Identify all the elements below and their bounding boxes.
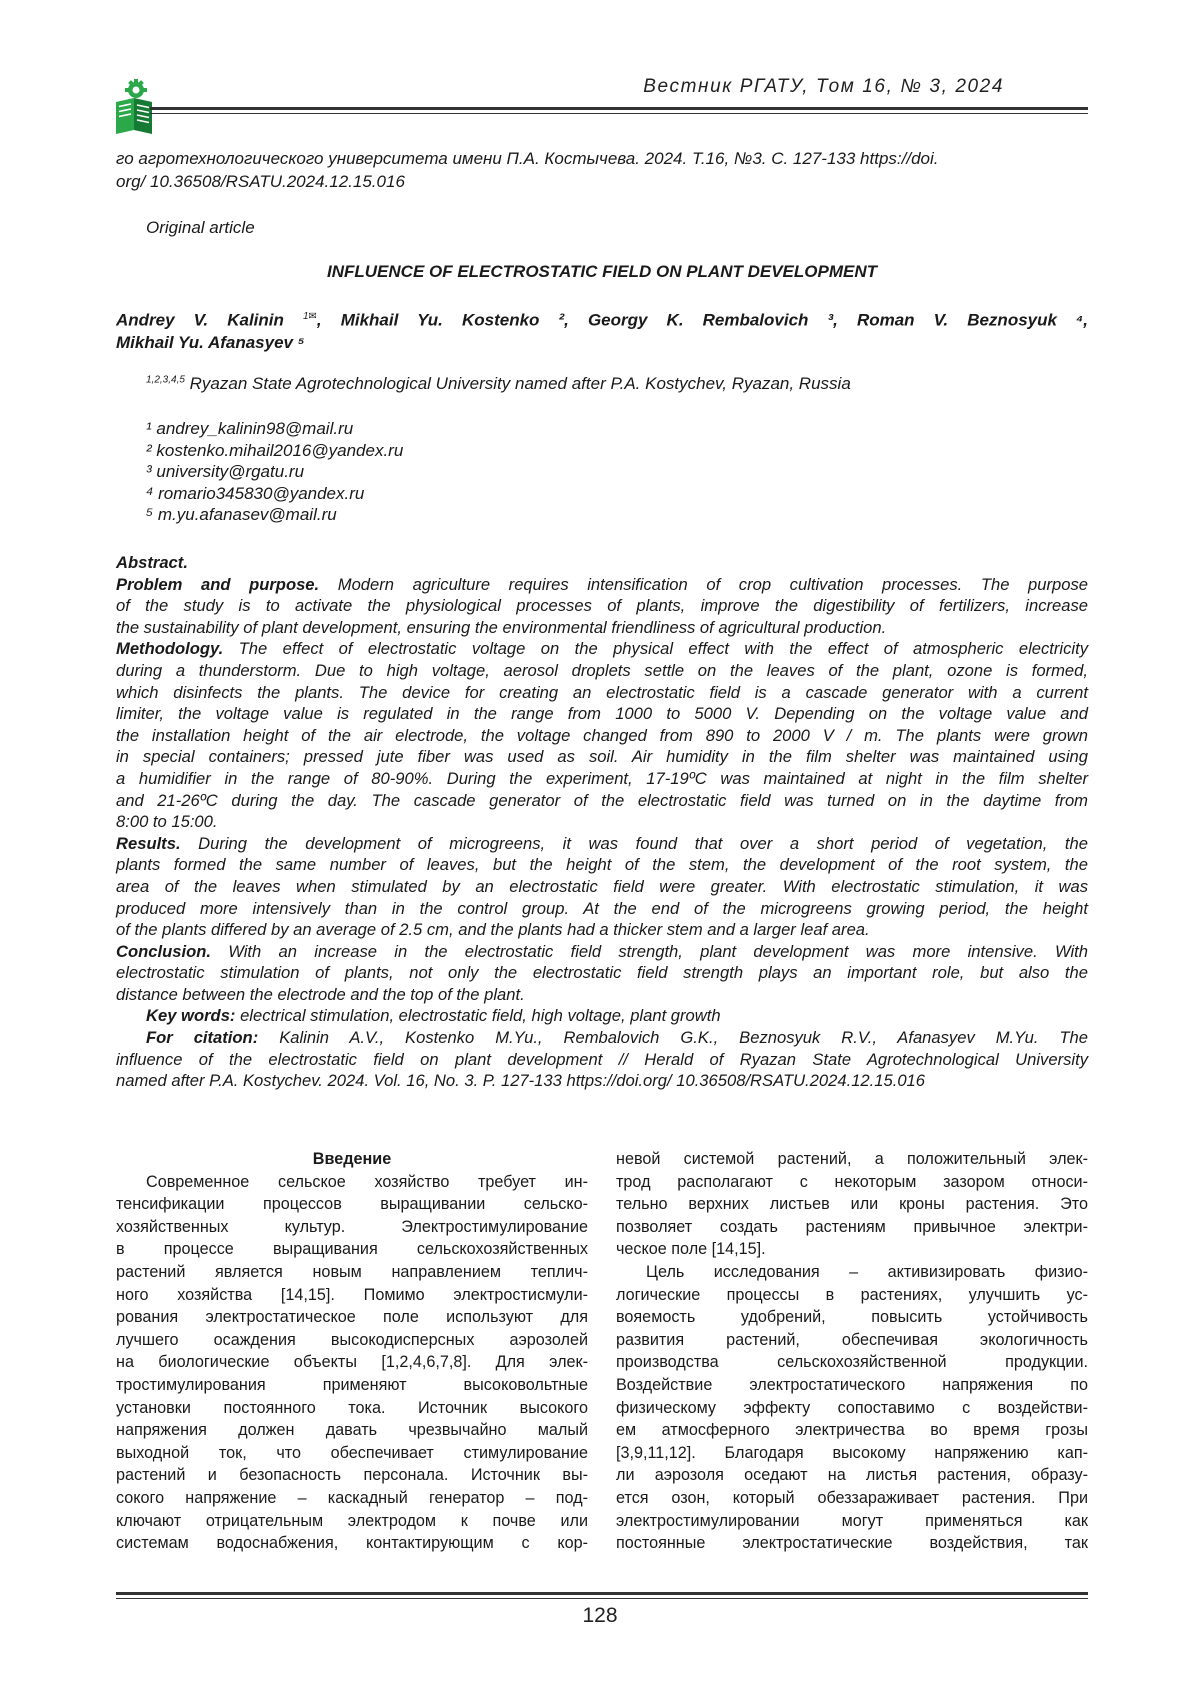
abstract-line: electrostatic stimulation of plants, not only the electrostatic field strength plays an important role, but also the (116, 963, 1088, 983)
body-line: логические процессы в растениях, улучшить ус- (616, 1285, 1088, 1304)
author-name: Andrey V. Kalinin (116, 310, 303, 330)
body-line: ется озон, который обеззараживает растения. При (616, 1488, 1088, 1507)
abstract-line: Methodology. The effect of electrostatic voltage on the physical effect with the effect of atmospheric electricity (116, 639, 1088, 659)
reference-line: org/ 10.36508/RSATU.2024.12.15.016 (116, 172, 405, 191)
body-line: физическому эффекту сопоставимо с воздействи- (616, 1398, 1088, 1417)
body-line: [3,9,11,12]. Благодаря высокому напряжению кап- (616, 1443, 1088, 1462)
body-column-left (116, 1148, 588, 1555)
body-line: лучшего осаждения высокодисперсных аэрозолей (116, 1330, 588, 1349)
abstract-line: a humidifier in the range of 80-90%. During the experiment, 17-19ºC was maintained at night in the film shelter (116, 768, 1088, 788)
authors-line: Mikhail Yu. Afanasyev ⁵ (116, 332, 305, 352)
email-item: ² kostenko.mihail2016@yandex.ru (146, 440, 404, 460)
author-mark: 1✉ (302, 311, 317, 322)
affiliation (146, 374, 1118, 394)
reference-head (116, 147, 1088, 193)
body-line: развития растений, обеспечивая экологичность (616, 1330, 1088, 1349)
header-rule (150, 107, 1088, 110)
body-line: в процессе выращивания сельскохозяйственных (116, 1240, 588, 1259)
body-line: тенсификации процессов выращивании сельско- (116, 1195, 588, 1214)
email-item: ⁵ m.yu.afanasev@mail.ru (146, 505, 337, 524)
body-line: невой системой растений, а положительный элек- (616, 1150, 1088, 1168)
body-line: ключают отрицательным электродом к почве или (116, 1511, 588, 1530)
abstract-line: in special containers; pressed jute fiber was used as soil. Air humidity in the film shelter was maintained using (116, 747, 1088, 767)
body-line: вояемость удобрений, повысить устойчивость (616, 1308, 1088, 1327)
citation-label: For citation: (146, 1028, 259, 1048)
section-heading-introduction: Введение (312, 1150, 392, 1168)
body-line: сокого напряжение – каскадный генератор – под- (116, 1488, 588, 1507)
body-line: трод располагают с некоторым зазором относи- (616, 1172, 1088, 1191)
body-line: ли аэрозоля оседают на листья растения, образу- (616, 1466, 1088, 1485)
affiliation-sup: 1,2,3,4,5 (146, 374, 185, 386)
methodology-label: Methodology. (116, 639, 224, 659)
affiliation-text: Ryazan State Agrotechnological University named after P.A. Kostychev, Ryazan, Russia (184, 374, 851, 393)
body-line: растений и безопасность персонала. Источник вы- (116, 1466, 588, 1485)
article-type: Original article (146, 218, 255, 237)
body-line: рования электростатическое поле используют для (116, 1308, 588, 1327)
abstract-line: distance between the electrode and the top of the plant. (116, 984, 525, 1004)
journal-title: Вестник РГАТУ, Том 16, № 3, 2024 (643, 76, 1004, 97)
abstract-line: Conclusion. With an increase in the electrostatic field strength, plant development was more intensive. With (116, 941, 1088, 961)
email-item: ⁴ romario345830@yandex.ru (146, 483, 365, 503)
citation-line: influence of the electrostatic field on plant development // Herald of Ryazan State Agrotechnological University (116, 1049, 1088, 1069)
abstract-line: and 21-26ºC during the day. The cascade generator of the electrostatic field was turned on in the daytime from (116, 790, 1088, 810)
abstract-line: Results. During the development of microgreens, it was found that over a short period of vegetation, the (116, 833, 1088, 853)
problem-label: Problem and purpose. (116, 574, 320, 594)
header-rule-thin (150, 113, 1088, 114)
body-line: тростимулирования применяют высоковольтные (116, 1375, 588, 1394)
conclusion-label: Conclusion. (116, 941, 211, 961)
abstract-line: Problem and purpose. Modern agriculture requires intensification of crop cultivation processes. The purpose (116, 574, 1089, 594)
body-line: постоянные электростатические воздействия, так (616, 1534, 1088, 1553)
email-item: ¹ andrey_kalinin98@mail.ru (146, 419, 354, 438)
body-line: на биологические объекты [1,2,4,6,7,8]. Для элек- (116, 1353, 588, 1372)
abstract (116, 552, 1088, 1092)
body-line: ем атмосферного электричества во время грозы (616, 1421, 1088, 1440)
abstract-line: the installation height of the air electrode, the voltage changed from 890 to 2000 V / m. The plants were grown (116, 725, 1088, 745)
abstract-line: which disinfects the plants. The device for creating an electrostatic field is a cascade generator with a current (116, 682, 1088, 702)
footer-rule-thin (116, 1598, 1088, 1599)
body-line: электростимулировании могут применяться как (616, 1511, 1088, 1530)
abstract-line: the sustainability of plant development, ensuring the environmental friendliness of agricultural production. (116, 617, 887, 637)
abstract-heading: Abstract. (116, 553, 188, 572)
body-line: производства сельскохозяйственной продукции. (616, 1353, 1088, 1372)
body-line: выходной ток, что обеспечивает стимулирование (116, 1443, 588, 1462)
body-line: тельно верхних листьев или кроны растения. Это (616, 1195, 1088, 1214)
body-line: ного хозяйства [14,15]. Помимо электростисмули- (116, 1285, 588, 1304)
author-names: , Mikhail Yu. Kostenko ², Georgy K. Rembalovich ³, Roman V. Beznosyuk ⁴, (316, 310, 1088, 330)
abstract-line: of the study is to activate the physiological processes of plants, improve the digestibility of fertilizers, increase (116, 596, 1088, 616)
abstract-line: produced more intensively than in the control group. At the end of the microgreens growing period, the height (116, 898, 1088, 918)
email-list (146, 418, 1118, 526)
body-line: позволяет создать растениям привычное электри- (616, 1217, 1088, 1236)
results-label: Results. (116, 833, 181, 853)
body-line: Современное сельское хозяйство требует ин- (146, 1172, 588, 1191)
body-line: Воздействие электростатического напряжения по (616, 1375, 1088, 1394)
body-line: установки постоянного тока. Источник высокого (116, 1398, 588, 1417)
abstract-line: plants formed the same number of leaves, but the height of the stem, the development of the root system, the (116, 855, 1088, 875)
authors (116, 306, 1088, 354)
abstract-line: of the plants differed by an average of 2.5 cm, and the plants had a thicker stem and a larger leaf area. (116, 920, 870, 940)
footer-rule (116, 1592, 1088, 1595)
abstract-line: 8:00 to 15:00. (116, 812, 218, 832)
keywords-label: Key words: (146, 1006, 236, 1026)
body-line: Цель исследования – активизировать физио- (646, 1262, 1088, 1281)
email-item: ³ university@rgatu.ru (146, 462, 305, 481)
abstract-line: limiter, the voltage value is regulated in the range from 1000 to 5000 V. Depending on the voltage value and (116, 704, 1088, 724)
body-line: напряжения должен давать чрезвычайно малый (116, 1421, 588, 1440)
abstract-line: during a thunderstorm. Due to high voltage, aerosol droplets settle on the leaves of the plant, ozone is formed, (116, 660, 1088, 680)
body-line: хозяйственных культур. Электростимулирование (116, 1217, 588, 1236)
reference-line: го агротехнологического университета имени П.А. Костычева. 2024. Т.16, №3. С. 127-133 https://doi. (116, 149, 939, 168)
citation-line: For citation: Kalinin A.V., Kostenko M.Yu., Rembalovich G.K., Beznosyuk R.V., Afanasyev M.Yu. The (146, 1028, 1088, 1048)
body-column-right (616, 1148, 1088, 1555)
article-title: INFLUENCE OF ELECTROSTATIC FIELD ON PLANT DEVELOPMENT (327, 262, 877, 281)
keywords-line: Key words: electrical stimulation, electrostatic field, high voltage, plant growth (146, 1006, 721, 1026)
abstract-line: area of the leaves when stimulated by an electrostatic field were greater. With electrostatic stimulation, it was (116, 876, 1088, 896)
body-line: растений является новым направлением теплич- (116, 1262, 588, 1281)
citation-line: named after P.A. Kostychev. 2024. Vol. 16, No. 3. P. 127-133 https://doi.org/ 10.36508/RSATU.2024.12.15.016 (116, 1071, 926, 1091)
authors-line (116, 306, 1088, 332)
body-line: системам водоснабжения, контактирующим с кор- (116, 1534, 588, 1553)
page-number: 128 (582, 1604, 618, 1627)
body-line: ческое поле [14,15]. (616, 1240, 766, 1259)
